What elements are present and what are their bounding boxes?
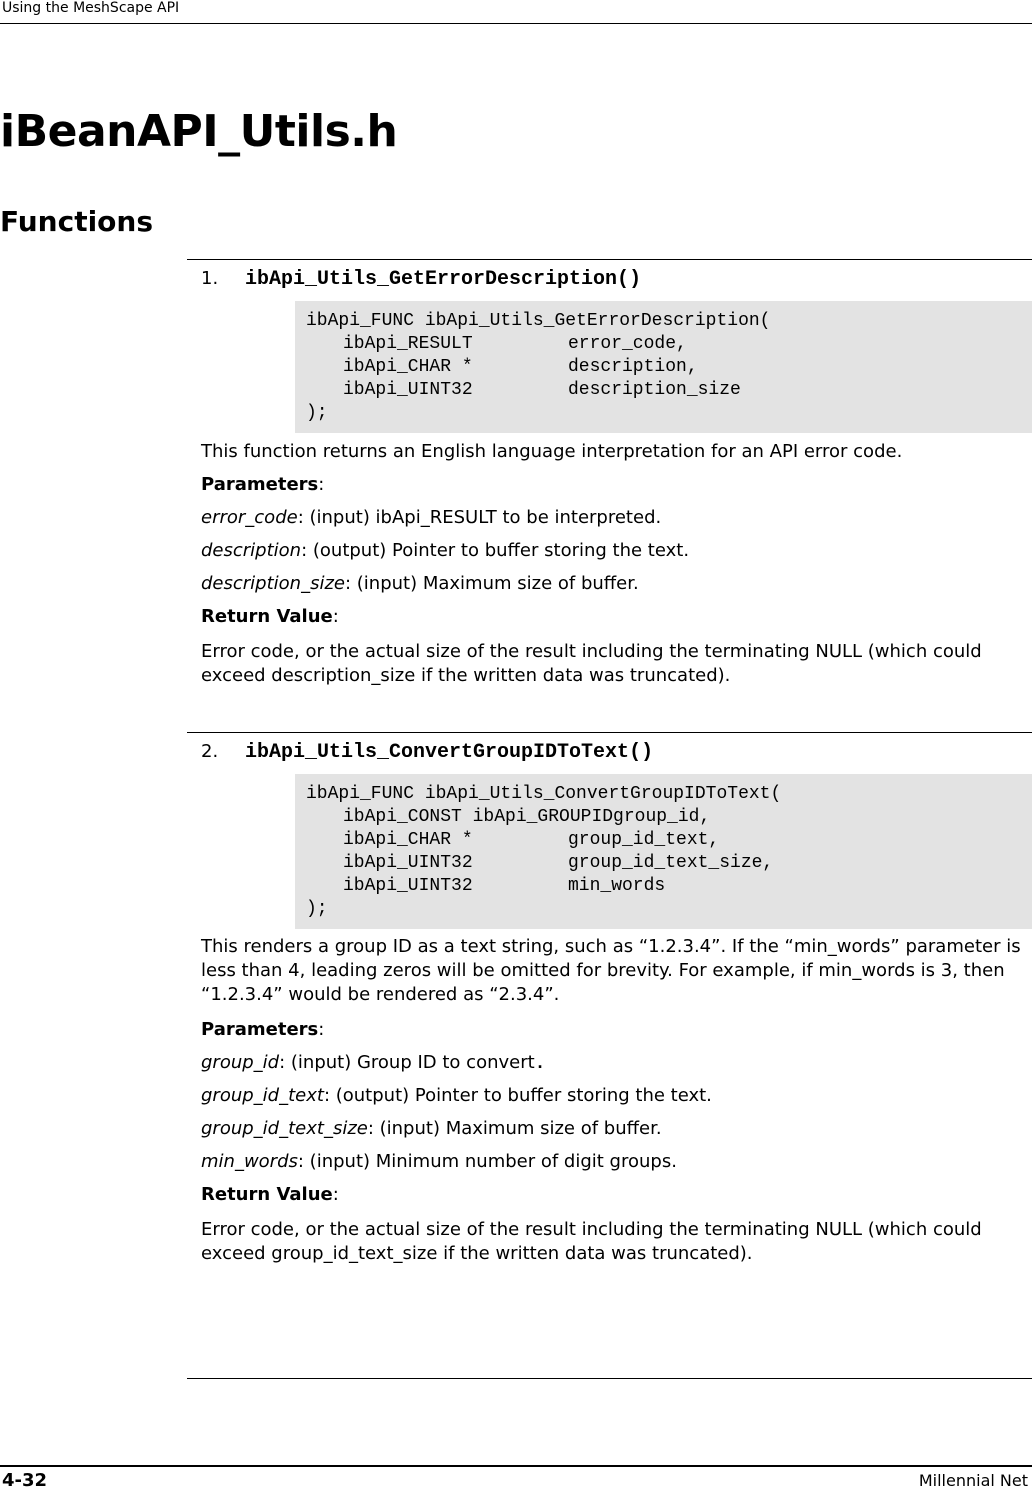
parameter-text: : (input) Minimum number of digit groups. — [297, 1151, 677, 1172]
divider — [187, 1378, 1032, 1379]
param-type: ibApi_RESULT — [343, 334, 473, 354]
divider — [187, 732, 1032, 733]
parameter-text: : (output) Pointer to buffer storing the text. — [301, 540, 690, 561]
parameter-row — [201, 506, 1021, 530]
code-block — [295, 301, 1032, 433]
function-description: This function returns an English language interpretation for an API error code. — [201, 441, 903, 462]
param-name: error_code, — [568, 334, 687, 354]
param-name: min_words — [568, 876, 666, 896]
divider — [187, 259, 1032, 260]
parameter-row — [201, 1051, 1021, 1076]
return-label: Return Value — [201, 1184, 333, 1205]
return-description: Error code, or the actual size of the result including the terminating NULL (which could exceed group_id_text_size if the written data was truncated). — [201, 1219, 982, 1264]
parameter-row — [201, 1084, 1021, 1108]
publisher-name: Millennial Net — [918, 1471, 1028, 1490]
parameter-suffix: . — [534, 1054, 546, 1074]
function-name: ibApi_Utils_GetErrorDescription() — [245, 268, 642, 291]
parameters-heading: Parameters: — [201, 1019, 325, 1040]
param-type: ibApi_CHAR * — [343, 830, 473, 850]
parameter-text: : (output) Pointer to buffer storing the text. — [323, 1085, 712, 1106]
param-type: ibApi_UINT32 — [343, 876, 473, 896]
return-heading: Return Value: — [201, 606, 339, 627]
parameter-name: description_size — [201, 573, 345, 594]
footer-divider — [0, 1465, 1032, 1467]
parameter-row — [201, 1150, 1021, 1174]
code-param — [306, 852, 1032, 875]
param-type: ibApi_UINT32 — [343, 853, 473, 873]
parameter-text: : (input) Group ID to convert — [279, 1052, 535, 1073]
param-name: group_id_text, — [568, 830, 720, 850]
function-description: This renders a group ID as a text string, such as “1.2.3.4”. If the “min_words” parameter is less than 4, leading zeros will be omitted for brevity. For example, if min_words is 3, then “1.2.3.4” would be rendered as “2.3.4”. — [201, 936, 1021, 1005]
parameter-name: group_id_text — [201, 1085, 324, 1106]
code-param — [306, 875, 1032, 898]
code-param — [306, 356, 1032, 379]
code-param — [306, 333, 1032, 356]
parameters-heading: Parameters: — [201, 474, 325, 495]
parameter-name: error_code — [201, 507, 298, 528]
code-param — [306, 379, 1032, 402]
code-line: ); — [306, 899, 328, 919]
section-title: Functions — [0, 205, 154, 238]
running-header: Using the MeshScape API — [0, 0, 1032, 24]
param-name: description_size — [568, 380, 741, 400]
parameter-text: : (input) Maximum size of buffer. — [344, 573, 639, 594]
param-type: ibApi_UINT32 — [343, 380, 473, 400]
parameter-name: min_words — [201, 1151, 298, 1172]
parameter-text: : (input) ibApi_RESULT to be interpreted. — [297, 507, 662, 528]
parameter-row — [201, 1117, 1021, 1141]
param-name: group_id_text_size, — [568, 853, 774, 873]
function-heading — [201, 267, 641, 292]
code-line: ); — [306, 403, 328, 423]
parameter-name: description — [201, 540, 302, 561]
function-number: 1. — [201, 268, 219, 289]
page-title: iBeanAPI_Utils.h — [0, 106, 398, 157]
function-number: 2. — [201, 741, 219, 762]
param-first: ibApi_CONST ibApi_GROUPIDgroup_id, — [343, 807, 711, 827]
code-param — [306, 829, 1032, 852]
function-heading — [201, 740, 653, 765]
parameter-name: group_id_text_size — [201, 1118, 368, 1139]
return-label: Return Value — [201, 606, 333, 627]
param-name: description, — [568, 357, 698, 377]
param-type: ibApi_CHAR * — [343, 357, 473, 377]
parameters-label: Parameters — [201, 474, 319, 495]
parameter-row — [201, 572, 1021, 596]
parameter-name: group_id — [201, 1052, 280, 1073]
code-param — [306, 806, 1032, 829]
return-description: Error code, or the actual size of the result including the terminating NULL (which could exceed description_size if the written data was truncated). — [201, 641, 982, 686]
parameters-label: Parameters — [201, 1019, 319, 1040]
parameter-row — [201, 539, 1021, 563]
return-heading: Return Value: — [201, 1184, 339, 1205]
page-number: 4-32 — [2, 1470, 48, 1491]
code-block — [295, 774, 1032, 929]
parameter-text: : (input) Maximum size of buffer. — [367, 1118, 662, 1139]
code-line: ibApi_FUNC ibApi_Utils_GetErrorDescription( — [306, 311, 771, 331]
function-name: ibApi_Utils_ConvertGroupIDToText() — [245, 741, 654, 764]
code-line: ibApi_FUNC ibApi_Utils_ConvertGroupIDToText( — [306, 784, 782, 804]
